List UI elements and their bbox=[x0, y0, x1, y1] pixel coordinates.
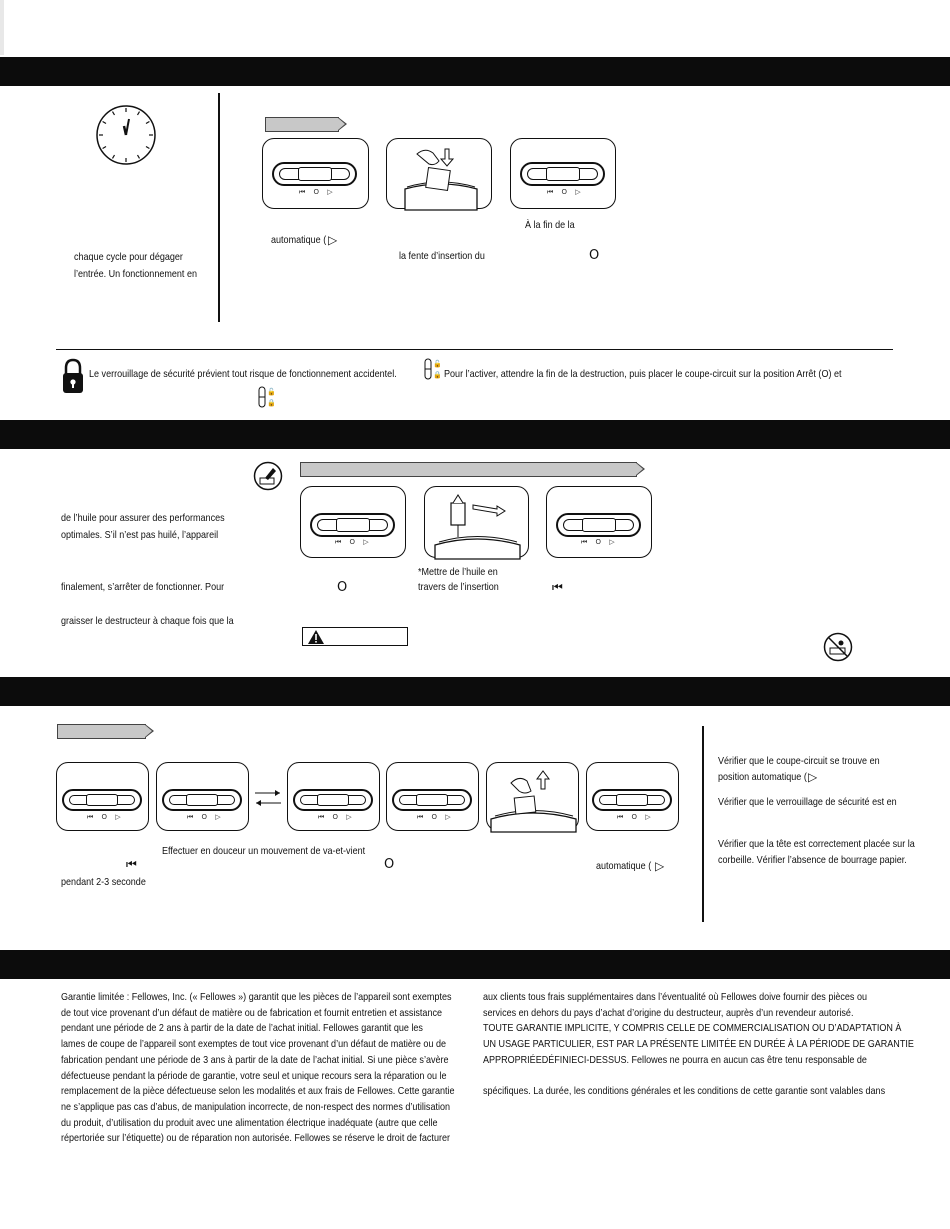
oil-left-line-3: finalement, s’arrêter de fonctionner. Pour bbox=[61, 581, 225, 593]
switch-labels: ⏮ O ▷ bbox=[318, 813, 355, 821]
section-bar-jam bbox=[0, 677, 950, 706]
warranty-line: répertoriée sur l’étiquette) ou de réparation non autorisée. Fellowes se réserve le droit de facturer bbox=[61, 1132, 451, 1145]
oil-caption-line-2: travers de l’insertion bbox=[418, 581, 499, 593]
cycle-divider bbox=[218, 93, 220, 322]
power-switch bbox=[520, 162, 605, 186]
switch-labels: ⏮ O ▷ bbox=[187, 813, 224, 821]
off-icon: O bbox=[384, 857, 395, 872]
oil-bottle-illustration bbox=[425, 487, 530, 559]
oil-left-line-1: de l’huile pour assurer des performances bbox=[61, 512, 225, 524]
svg-text:🔓: 🔓 bbox=[433, 360, 442, 368]
svg-text:🔒: 🔒 bbox=[433, 371, 442, 379]
section-bar-warranty bbox=[0, 950, 950, 979]
step-arrow-tag bbox=[265, 117, 339, 132]
jam-right-line-2: position automatique ( bbox=[718, 771, 807, 783]
svg-text:🔓: 🔓 bbox=[267, 388, 276, 396]
switch-panel bbox=[262, 138, 369, 209]
warranty-line: aux clients tous frais supplémentaires dans l’éventualité où Fellowes doive fournir des pièces ou bbox=[483, 991, 867, 1003]
warning-icon bbox=[307, 629, 325, 645]
play-icon: ▷ bbox=[655, 859, 665, 873]
cycle-left-line-2: l’entrée. Un fonctionnement en bbox=[74, 268, 197, 280]
off-icon: O bbox=[337, 580, 348, 595]
section-bar-cycle bbox=[0, 57, 950, 86]
oil-left-line-4: graisser le destructeur à chaque fois que la bbox=[61, 615, 234, 627]
switch-labels: ⏮ O ▷ bbox=[299, 188, 336, 196]
warranty-line: spécifiques. La durée, les conditions générales et les conditions de cette garantie sont valables dans bbox=[483, 1085, 886, 1098]
switch-panel bbox=[287, 762, 380, 831]
caption-slot: la fente d’insertion du bbox=[399, 250, 485, 262]
power-switch bbox=[592, 789, 672, 811]
jam-caption-auto: automatique ( bbox=[596, 860, 652, 872]
shredder-remove-panel bbox=[486, 762, 579, 831]
warranty-line: UN USAGE PARTICULIER, EST PAR LA PRÉSENTE LIMITÉE EN DURÉE À LA PÉRIODE DE GARANTIE bbox=[483, 1038, 914, 1051]
oil-arrow-tag bbox=[300, 462, 637, 477]
paper-remove-illustration bbox=[487, 763, 580, 832]
switch-panel bbox=[586, 762, 679, 831]
switch-labels: ⏮ O ▷ bbox=[417, 813, 454, 821]
jam-divider bbox=[702, 726, 704, 922]
jam-arrow-tag bbox=[57, 724, 146, 739]
clock-icon bbox=[95, 104, 157, 171]
switch-panel bbox=[300, 486, 406, 558]
switch-panel bbox=[546, 486, 652, 558]
power-switch bbox=[293, 789, 373, 811]
warranty-line: APPROPRIÉEDÉFINIECI-DESSUS. Fellowes ne pourra en aucun cas être tenu responsable de bbox=[483, 1053, 867, 1066]
lock-text-b: Pour l’activer, attendre la fin de la destruction, puis placer le coupe-circuit sur la position Arrêt (O) et bbox=[444, 368, 842, 380]
jam-right-line-1: Vérifier que le coupe-circuit se trouve en bbox=[718, 755, 880, 767]
lock-switch-icon bbox=[424, 357, 440, 386]
svg-text:🔒: 🔒 bbox=[267, 399, 276, 407]
switch-panel bbox=[510, 138, 616, 209]
switch-panel bbox=[156, 762, 249, 831]
jam-caption-motion: Effectuer en douceur un mouvement de va-et-vient bbox=[162, 845, 366, 857]
lock-switch-icon bbox=[258, 385, 274, 414]
switch-panel bbox=[56, 762, 149, 831]
warranty-line: ne s’applique pas cas d’abus, de manipulation incorrecte, de non-respect des normes d’utilisation bbox=[61, 1100, 451, 1113]
caption-end: À la fin de la bbox=[525, 219, 575, 231]
shredder-oil-panel bbox=[424, 486, 529, 558]
jam-right-line-5: corbeille. Vérifier l’absence de bourrage papier. bbox=[718, 854, 907, 866]
cycle-left-line-1: chaque cycle pour dégager bbox=[74, 251, 183, 263]
switch-labels: ⏮ O ▷ bbox=[581, 538, 618, 546]
warranty-line: fabrication pendant une période de 3 ans à partir de la date de l’achat initial. Si une pièce s’avère bbox=[61, 1053, 449, 1066]
warranty-line: TOUTE GARANTIE IMPLICITE, Y COMPRIS CELLE DE COMMERCIALISATION OU D’ADAPTATION À bbox=[483, 1022, 902, 1035]
warranty-line: du produit, d’utilisation du produit avec une alimentation électrique inadéquate (autre que celle bbox=[61, 1116, 438, 1129]
warranty-line: défectueuse pendant la période de garantie, votre seul et unique recours sera la réparation ou le bbox=[61, 1069, 447, 1082]
play-icon: ▷ bbox=[808, 770, 818, 784]
warranty-line: de tout vice provenant d’un défaut de matière ou de fabrication et fournit entretien et assistance bbox=[61, 1006, 443, 1019]
switch-labels: ⏮ O ▷ bbox=[547, 188, 584, 196]
warning-label-box bbox=[302, 627, 408, 646]
shredder-feed-panel bbox=[386, 138, 492, 209]
jam-caption-seconds: pendant 2-3 seconde bbox=[61, 876, 146, 888]
power-switch bbox=[162, 789, 242, 811]
lock-divider bbox=[56, 349, 893, 350]
power-switch bbox=[392, 789, 472, 811]
switch-panel bbox=[386, 762, 479, 831]
jam-right-line-4: Vérifier que la tête est correctement placée sur la bbox=[718, 838, 915, 850]
caption-auto: automatique ( bbox=[271, 234, 327, 246]
jam-right-line-3: Vérifier que le verrouillage de sécurité est en bbox=[718, 796, 897, 808]
warranty-line: remplacement de la pièce défectueuse selon les modalités et aux frais de Fellowes. Cette garantie bbox=[61, 1085, 455, 1098]
power-switch bbox=[272, 162, 357, 186]
switch-labels: ⏮ O ▷ bbox=[335, 538, 372, 546]
power-switch bbox=[556, 513, 641, 537]
padlock-icon bbox=[62, 358, 84, 399]
page-edge bbox=[0, 0, 4, 55]
oil-pen-icon bbox=[253, 461, 283, 496]
switch-labels: ⏮ O ▷ bbox=[87, 813, 124, 821]
section-bar-oil bbox=[0, 420, 950, 449]
warranty-line: lames de coupe de l’appareil sont exemptes de tout vice provenant d’un défaut de matière ou de bbox=[61, 1038, 447, 1051]
warranty-line: pendant une période de 2 ans à partir de la date de l’achat initial. Fellowes garantit que les bbox=[61, 1022, 423, 1035]
switch-labels: ⏮ O ▷ bbox=[617, 813, 654, 821]
reverse-icon: ⏮ bbox=[126, 857, 137, 871]
paper-insert-illustration bbox=[387, 139, 493, 210]
reverse-icon: ⏮ bbox=[552, 580, 563, 594]
warranty-line: Garantie limitée : Fellowes, Inc. (« Fellowes ») garantit que les pièces de l’appareil sont exemptes bbox=[61, 991, 452, 1003]
back-forth-arrows-icon bbox=[253, 787, 283, 814]
power-switch bbox=[310, 513, 395, 537]
off-icon: O bbox=[589, 248, 600, 263]
power-switch bbox=[62, 789, 142, 811]
play-icon: ▷ bbox=[328, 233, 338, 247]
warranty-line: services en dehors du pays d’achat d’origine du destructeur, auprès d’un revendeur autorisé. bbox=[483, 1006, 854, 1019]
oil-caption-line-1: *Mettre de l’huile en bbox=[418, 566, 498, 578]
lock-text-a: Le verrouillage de sécurité prévient tout risque de fonctionnement accidentel. bbox=[89, 368, 397, 380]
oil-left-line-2: optimales. S’il n’est pas huilé, l’appareil bbox=[61, 529, 219, 541]
no-aerosol-icon bbox=[823, 632, 853, 667]
